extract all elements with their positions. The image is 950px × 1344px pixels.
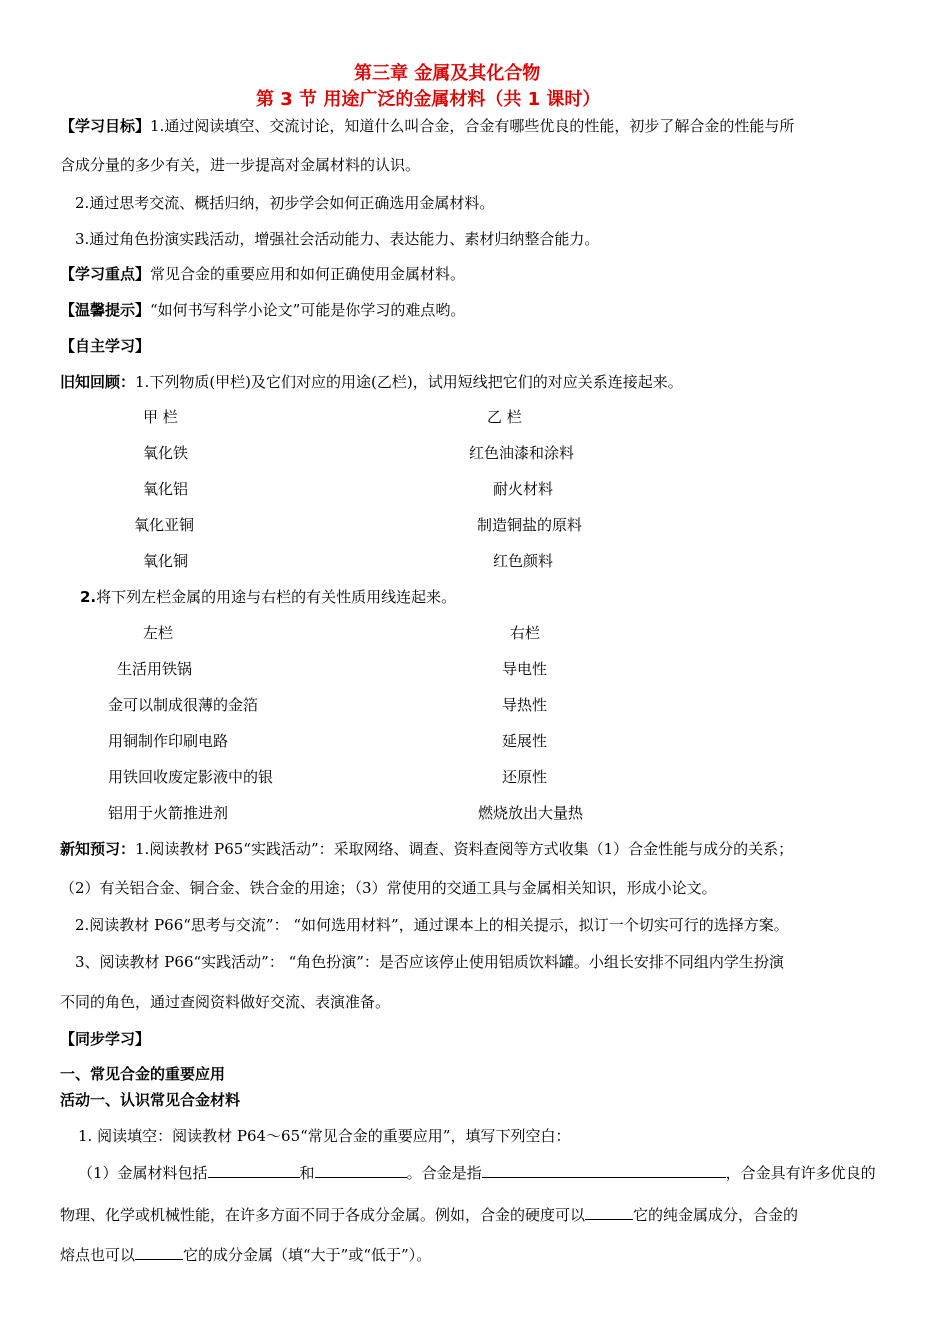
preview-p1a xyxy=(60,839,793,859)
goal-1b: 含成分量的多少有关，进一步提高对金属材料的认识。 xyxy=(60,156,421,174)
col-b-header: 乙 栏 xyxy=(487,408,522,426)
fill-text: 它的纯金属成分，合金的 xyxy=(633,1206,799,1224)
fill-line-3 xyxy=(60,1243,431,1265)
fill-text: 。合金是指 xyxy=(406,1164,482,1182)
tip xyxy=(60,300,465,320)
col-a-header: 甲 栏 xyxy=(143,408,178,426)
preview-p3a: 3、阅读教材 P66“实践活动”： “角色扮演”：是否应该停止使用铝质饮料罐。小组长安排不同组内学生扮演 xyxy=(75,953,784,971)
key-label: 【学习重点】 xyxy=(60,265,151,283)
tip-text: “如何书写科学小论文”可能是你学习的难点哟。 xyxy=(150,301,466,319)
use-item: 铝用于火箭推进剂 xyxy=(108,804,229,822)
self-study-heading: 【自主学习】 xyxy=(60,337,151,355)
preview-p1b: （2）有关铝合金、铜合金、铁合金的用途；（3）常使用的交通工具与金属相关知识，形成小论文。 xyxy=(60,879,717,897)
key-text: 常见合金的重要应用和如何正确使用金属材料。 xyxy=(150,265,466,283)
fill-line-1 xyxy=(78,1161,876,1183)
match-b: 红色油漆和涂料 xyxy=(469,444,575,462)
blank-input[interactable] xyxy=(208,1161,300,1178)
preview-p1a-text: 1.阅读教材 P65“实践活动”：采取网络、调查、资料查阅等方式收集（1）合金性能与成分的关系； xyxy=(135,840,794,858)
match-b: 制造铜盐的原料 xyxy=(477,516,583,534)
fill-text: 和 xyxy=(299,1164,315,1182)
goal-1a-text: 1.通过阅读填空、交流讨论，知道什么叫合金，合金有哪些优良的性能，初步了解合金的性能与所 xyxy=(150,117,795,135)
review-label: 旧知回顾： xyxy=(60,373,136,391)
property-item: 导热性 xyxy=(502,696,548,714)
fill-line-2 xyxy=(60,1203,798,1225)
match-b: 红色颜料 xyxy=(493,552,554,570)
fill-question-1: 1. 阅读填空：阅读教材 P64～65“常见合金的重要应用”，填写下列空白： xyxy=(78,1127,571,1145)
col-right-header: 右栏 xyxy=(510,624,541,642)
blank-input[interactable] xyxy=(585,1203,633,1220)
fill-text: 物理、化学或机械性能，在许多方面不同于各成分金属。例如，合金的硬度可以 xyxy=(60,1206,586,1224)
goal-1a xyxy=(60,116,794,136)
preview-p2: 2.阅读教材 P66“思考与交流”： “如何选用材料”，通过课本上的相关提示，拟订一个切实可行的选择方案。 xyxy=(75,916,789,934)
blank-input[interactable] xyxy=(315,1161,407,1178)
match-a: 氧化铜 xyxy=(143,552,189,570)
review-q1 xyxy=(60,372,683,392)
use-item: 用铁回收废定影液中的银 xyxy=(108,768,274,786)
col-left-header: 左栏 xyxy=(143,624,174,642)
goals-label: 【学习目标】 xyxy=(60,117,151,135)
fill-text: ，合金具有许多优良的 xyxy=(725,1164,876,1182)
review-q2 xyxy=(80,587,456,607)
match-a: 氧化亚铜 xyxy=(134,516,195,534)
key-point xyxy=(60,264,465,284)
tip-label: 【温馨提示】 xyxy=(60,301,151,319)
blank-input[interactable] xyxy=(135,1243,183,1260)
match-a: 氧化铝 xyxy=(143,480,189,498)
use-item: 金可以制成很薄的金箔 xyxy=(108,696,259,714)
blank-input[interactable] xyxy=(482,1161,726,1178)
fill-text: 熔点也可以 xyxy=(60,1246,136,1264)
use-item: 生活用铁锅 xyxy=(117,660,193,678)
property-item: 燃烧放出大量热 xyxy=(478,804,584,822)
fill-text: 它的成分金属（填“大于”或“低于”）。 xyxy=(183,1246,432,1264)
section-title: 第 3 节 用途广泛的金属材料（共 1 课时） xyxy=(256,89,601,110)
preview-p3b: 不同的角色，通过查阅资料做好交流、表演准备。 xyxy=(60,993,391,1011)
section-1-heading: 一、常见合金的重要应用 xyxy=(60,1065,226,1083)
use-item: 用铜制作印刷电路 xyxy=(108,732,229,750)
fill-text: （1）金属材料包括 xyxy=(78,1164,208,1182)
review-q2-text: 将下列左栏金属的用途与右栏的有关性质用线连起来。 xyxy=(96,588,457,606)
activity-1-heading: 活动一、认识常见合金材料 xyxy=(60,1091,241,1109)
match-b: 耐火材料 xyxy=(493,480,554,498)
chapter-title: 第三章 金属及其化合物 xyxy=(354,63,541,84)
property-item: 还原性 xyxy=(502,768,548,786)
property-item: 导电性 xyxy=(502,660,548,678)
goal-2: 2.通过思考交流、概括归纳，初步学会如何正确选用金属材料。 xyxy=(75,194,495,212)
property-item: 延展性 xyxy=(502,732,548,750)
sync-heading: 【同步学习】 xyxy=(60,1030,151,1048)
preview-label: 新知预习： xyxy=(60,840,136,858)
review-q2-num: 2. xyxy=(80,588,97,606)
review-q1-text: 1.下列物质(甲栏)及它们对应的用途(乙栏)，试用短线把它们的对应关系连接起来。 xyxy=(135,373,683,391)
goal-3: 3.通过角色扮演实践活动，增强社会活动能力、表达能力、素材归纳整合能力。 xyxy=(75,230,600,248)
match-a: 氧化铁 xyxy=(143,444,189,462)
